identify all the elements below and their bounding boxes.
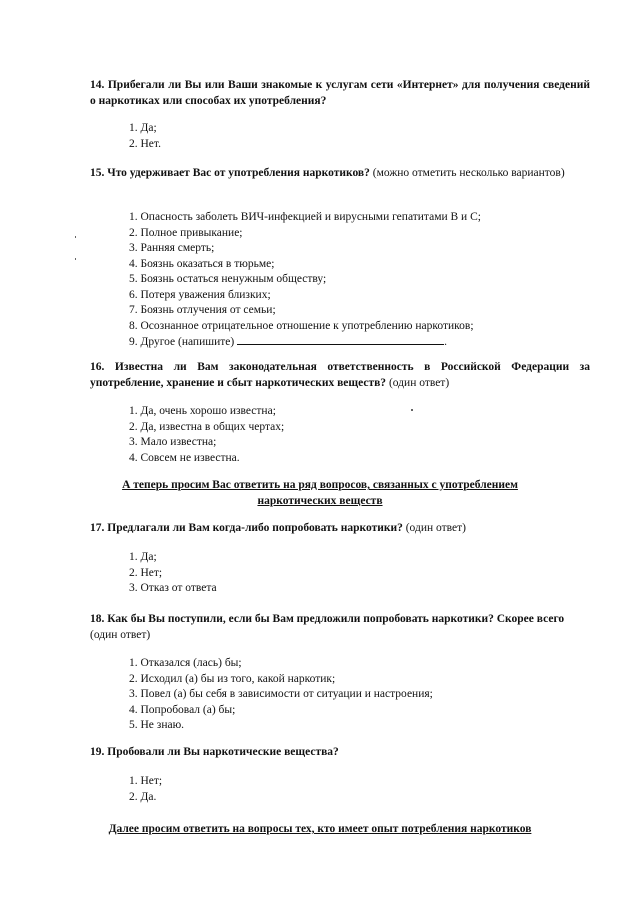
answer-option-label: 9. Другое (напишите) xyxy=(129,336,235,348)
answer-option: 2. Нет; xyxy=(129,566,163,579)
question-17 xyxy=(90,521,590,537)
question-18 xyxy=(90,612,590,643)
answer-option: 2. Да. xyxy=(129,790,157,803)
answer-option: 4. Боязнь оказаться в тюрьме; xyxy=(129,257,275,270)
write-in-line xyxy=(237,334,444,345)
answer-option: 4. Совсем не известна. xyxy=(129,451,240,464)
section-heading xyxy=(0,822,640,838)
question-title: 18. Как бы Вы поступили, если бы Вам предложили попробовать наркотики? Скорее всего xyxy=(90,613,565,625)
question-19 xyxy=(90,745,590,761)
question-note: (один ответ) xyxy=(90,628,151,641)
answer-option: 3. Мало известна; xyxy=(129,436,217,448)
section-heading xyxy=(0,478,640,509)
question-note: (можно отметить несколько вариантов) xyxy=(369,167,565,179)
answer-options-17 xyxy=(129,550,217,597)
answer-option: 1. Нет; xyxy=(129,775,163,787)
question-title: 14. Прибегали ли Вы или Ваши знакомые к услугам сети «Интернет» для получения сведений о наркотиках или способах их употребления? xyxy=(90,79,590,107)
question-14 xyxy=(90,78,590,109)
answer-option: 2. Нет. xyxy=(129,137,161,150)
answer-option: 2. Исходил (а) бы из того, какой наркотик; xyxy=(129,672,336,685)
answer-options-15 xyxy=(129,210,481,350)
question-15 xyxy=(90,166,590,182)
answer-options-19 xyxy=(129,774,162,805)
answer-option: 1. Отказался (лась) бы; xyxy=(129,657,242,669)
answer-option: 3. Ранняя смерть; xyxy=(129,242,215,254)
question-title: 16. Известна ли Вам законодательная ответственность в Российской Федерации за употребление, хранение и сбыт наркотических веществ? xyxy=(90,361,590,389)
answer-option: 1. Да; xyxy=(129,551,157,563)
scan-speck xyxy=(75,258,76,260)
scan-speck xyxy=(75,236,76,238)
answer-option: 2. Да, известна в общих чертах; xyxy=(129,420,285,433)
answer-option: 1. Да; xyxy=(129,122,157,134)
answer-options-18 xyxy=(129,656,433,734)
section-heading-line: Далее просим ответить на вопросы тех, кто имеет опыт потребления наркотиков xyxy=(108,823,532,835)
section-heading-line: наркотических веществ xyxy=(257,494,383,507)
question-note: (один ответ) xyxy=(386,376,450,389)
answer-option: 3. Повел (а) бы себя в зависимости от ситуации и настроения; xyxy=(129,688,433,700)
answer-option-other: 9. Другое (напишите) . xyxy=(129,336,447,348)
scan-speck xyxy=(411,409,413,411)
question-16 xyxy=(90,360,590,391)
question-note: (один ответ) xyxy=(402,522,466,534)
answer-option: 8. Осознанное отрицательное отношение к употреблению наркотиков; xyxy=(129,319,474,332)
answer-option: 5. Боязнь остаться ненужным обществу; xyxy=(129,273,327,285)
question-title: 17. Предлагали ли Вам когда-либо попробовать наркотики? xyxy=(90,522,403,534)
answer-option: 4. Попробовал (а) бы; xyxy=(129,703,236,716)
question-title: 19. Пробовали ли Вы наркотические вещества? xyxy=(90,746,339,758)
answer-option: 5. Не знаю. xyxy=(129,719,185,731)
answer-options-16 xyxy=(129,404,284,466)
answer-option: 1. Опасность заболеть ВИЧ-инфекцией и вирусными гепатитами В и С; xyxy=(129,211,481,223)
question-title: 15. Что удерживает Вас от употребления наркотиков? xyxy=(90,167,370,179)
answer-option: 3. Отказ от ответа xyxy=(129,582,217,594)
answer-option: 7. Боязнь отлучения от семьи; xyxy=(129,304,276,316)
answer-option: 2. Полное привыкание; xyxy=(129,226,243,239)
answer-option: 6. Потеря уважения близких; xyxy=(129,288,271,301)
section-heading-line: А теперь просим Вас ответить на ряд вопросов, связанных с употреблением xyxy=(122,479,518,491)
answer-option: 1. Да, очень хорошо известна; xyxy=(129,405,276,417)
answer-options-14 xyxy=(129,121,161,152)
